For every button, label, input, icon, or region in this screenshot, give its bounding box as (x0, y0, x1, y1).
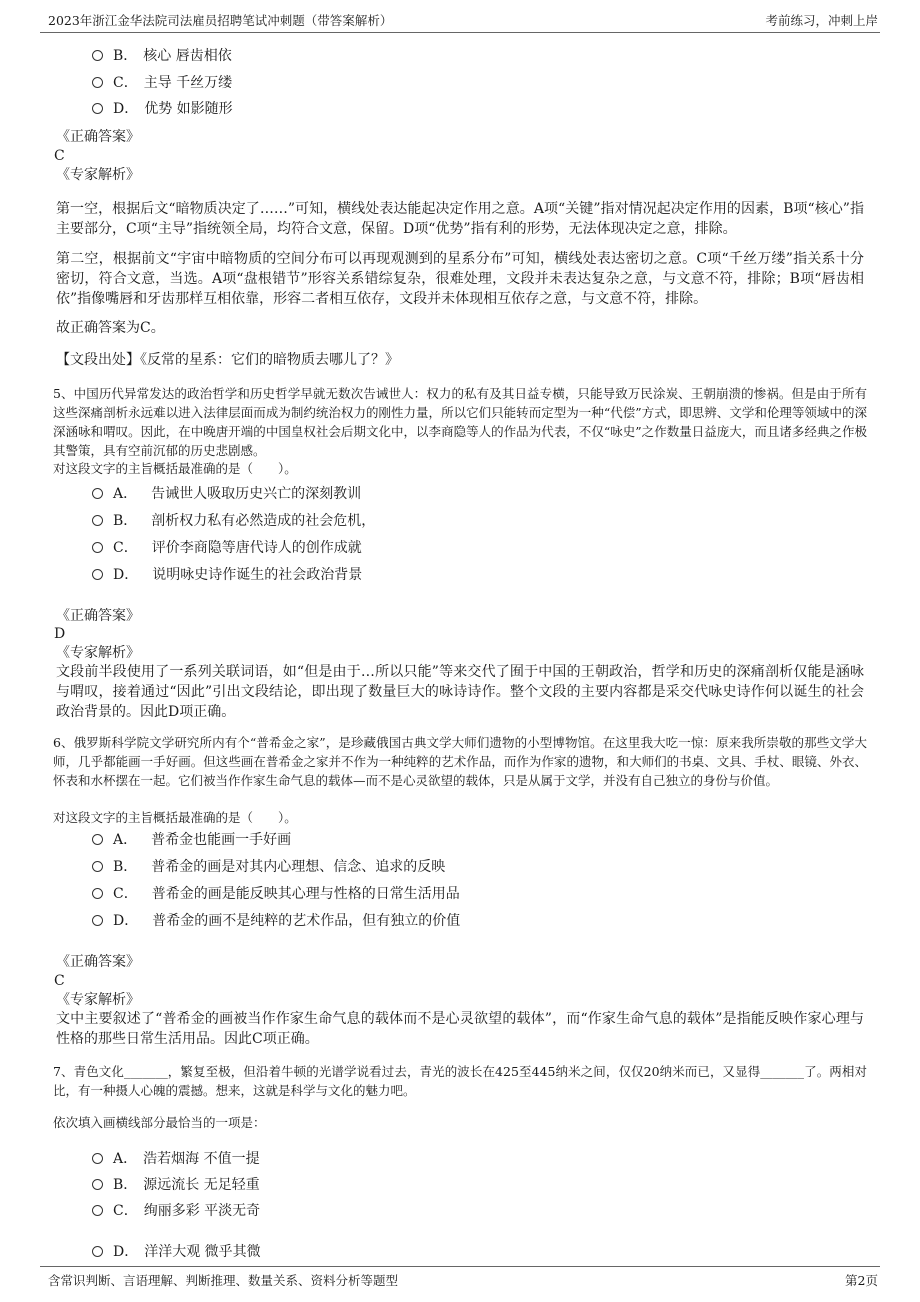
expert-analysis-label: 《专家解析》 (56, 167, 140, 183)
correct-answer-label: 《正确答案》 (56, 129, 140, 145)
q6-analysis: 文中主要叙述了“普希金的画被当作作家生命气息的载体而不是心灵欲望的载体”，而“作家生命气息的载体”是指能反映作家心理与性格的那些日常生活用品。因此C项正确。 (56, 1011, 864, 1047)
radio-icon[interactable] (92, 1205, 103, 1216)
q4-option-b[interactable]: B． 核心 唇齿相依 (92, 46, 232, 66)
q6-option-d[interactable]: D． 普希金的画不是纯粹的艺术作品，但有独立的价值 (92, 911, 460, 931)
q4-option-c[interactable]: C． 主导 千丝万缕 (92, 73, 232, 93)
q7-question: 依次填入画横线部分最恰当的一项是： (53, 1115, 266, 1130)
radio-icon[interactable] (92, 1179, 103, 1190)
q6-answer: C (54, 973, 65, 989)
correct-answer-label: 《正确答案》 (56, 608, 140, 624)
q5-question: 对这段文字的主旨概括最准确的是（ ）。 (53, 461, 297, 476)
footer-divider (40, 1266, 880, 1267)
radio-icon[interactable] (92, 488, 103, 499)
q5-option-c[interactable]: C． 评价李商隐等唐代诗人的创作成就 (92, 538, 362, 558)
header-divider (40, 32, 880, 33)
q7-option-a[interactable]: A． 浩若烟海 不值一提 (92, 1149, 260, 1169)
q6-option-b[interactable]: B． 普希金的画是对其内心理想、信念、追求的反映 (92, 857, 445, 877)
radio-icon[interactable] (92, 77, 103, 88)
q4-analysis-paragraph-2: 第二空，根据前文“宇宙中暗物质的空间分布可以再现观测到的星系分布”可知，横线处表达密切之意。C项“千丝万缕”指关系十分密切，符合文意，当选。A项“盘根错节”形容关系错综复杂，很难处理，文段并未表达复杂之意，与文意不符，排除；B项“唇齿相依”指像嘴唇和牙齿那样互相依靠，形容二者相互依存，文段并未体现相互依存之意，与文意不符，排除。 (56, 251, 864, 307)
q5-option-d[interactable]: D． 说明咏史诗作诞生的社会政治背景 (92, 565, 362, 585)
page-number: 第2页 (845, 1273, 878, 1288)
radio-icon[interactable] (92, 834, 103, 845)
q4-source: 【文段出处】《反常的星系：它们的暗物质去哪儿了？》 (56, 352, 399, 368)
q5-option-a[interactable]: A． 告诫世人吸取历史兴亡的深刻教训 (92, 484, 361, 504)
q6-option-c[interactable]: C． 普希金的画是能反映其心理与性格的日常生活用品 (92, 884, 460, 904)
document-title: 2023年浙江金华法院司法雇员招聘笔试冲刺题（带答案解析） (48, 13, 393, 28)
q6-question: 对这段文字的主旨概括最准确的是（ ）。 (53, 810, 297, 825)
page-header (0, 0, 920, 34)
q7-stem: 7、青色文化_______，繁复至极，但沿着牛顿的光谱学说看过去，青光的波长在425至445纳米之间，仅仅20纳米而已，又显得_______了。两相对比，有一种摄人心魄的震撼。想来，这就是科学与文化的魅力吧。 (53, 1064, 867, 1098)
expert-analysis-label: 《专家解析》 (56, 645, 140, 661)
radio-icon[interactable] (92, 50, 103, 61)
q4-analysis-paragraph-1: 第一空，根据后文“暗物质决定了……”可知，横线处表达能起决定作用之意。A项“关键”指对情况起决定作用的因素，B项“核心”指主要部分，C项“主导”指统领全局，均符合文意，保留。D项“优势”指有利的形势，无法体现决定之意，排除。 (56, 201, 864, 237)
radio-icon[interactable] (92, 1153, 103, 1164)
radio-icon[interactable] (92, 515, 103, 526)
radio-icon[interactable] (92, 569, 103, 580)
expert-analysis-label: 《专家解析》 (56, 992, 140, 1008)
radio-icon[interactable] (92, 888, 103, 899)
q5-analysis: 文段前半段使用了一系列关联词语，如“但是由于…所以只能”等来交代了囿于中国的王朝政治，哲学和历史的深痛剖析仅能是涵咏与喟叹，接着通过“因此”引出文段结论，即出现了数量巨大的咏诗诗作。整个文段的主要内容都是采交代咏史诗作何以诞生的社会政治背景的。因此D项正确。 (56, 664, 864, 720)
q5-stem: 5、中国历代异常发达的政治哲学和历史哲学早就无数次告诫世人：权力的私有及其日益专横，只能导致万民涂炭、王朝崩溃的惨祸。但是由于所有这些深痛剖析永远难以进入法律层面而成为制约统治权力的刚性力量，所以它们只能转而定型为一种“代偿”方式，即思辨、文学和伦理等领域中的深深涵咏和喟叹。因此，在中晚唐开端的中国皇权社会后期文化中，以李商隐等人的作品为代表，不仅“咏史”之作数量日益庞大，而且诸多经典之作极其警策，具有空前沉郁的历史悲剧感。 (53, 386, 867, 458)
q5-answer: D (54, 626, 66, 642)
radio-icon[interactable] (92, 861, 103, 872)
q4-conclusion: 故正确答案为C。 (56, 320, 165, 336)
q7-option-d[interactable]: D． 洋洋大观 微乎其微 (92, 1242, 261, 1262)
radio-icon[interactable] (92, 915, 103, 926)
correct-answer-label: 《正确答案》 (56, 954, 140, 970)
radio-icon[interactable] (92, 1246, 103, 1257)
radio-icon[interactable] (92, 542, 103, 553)
radio-icon[interactable] (92, 103, 103, 114)
q5-option-b[interactable]: B． 剖析权力私有必然造成的社会危机， (92, 511, 375, 531)
page-footer (0, 1262, 920, 1302)
q4-answer: C (54, 148, 65, 164)
header-slogan: 考前练习，冲刺上岸 (765, 13, 878, 28)
q7-option-b[interactable]: B． 源远流长 无足轻重 (92, 1175, 260, 1195)
q4-option-d[interactable]: D． 优势 如影随形 (92, 99, 233, 119)
q6-stem: 6、俄罗斯科学院文学研究所内有个“普希金之家”，是珍藏俄国古典文学大师们遗物的小型博物馆。在这里我大吃一惊：原来我所崇敬的那些文学大师，几乎都能画一手好画。但这些画在普希金之家并不作为一种纯粹的艺术作品，而作为作家的遗物，和大师们的书桌、文具、手杖、眼镜、外衣、怀表和水杯摆在一起。它们被当作作家生命气息的载体—而不是心灵欲望的载体，只是从属于文学，并没有自己独立的身份与价值。 (53, 735, 867, 788)
footer-topics: 含常识判断、言语理解、判断推理、数量关系、资料分析等题型 (48, 1273, 399, 1288)
q6-option-a[interactable]: A． 普希金也能画一手好画 (92, 830, 291, 850)
q7-option-c[interactable]: C． 绚丽多彩 平淡无奇 (92, 1201, 260, 1221)
